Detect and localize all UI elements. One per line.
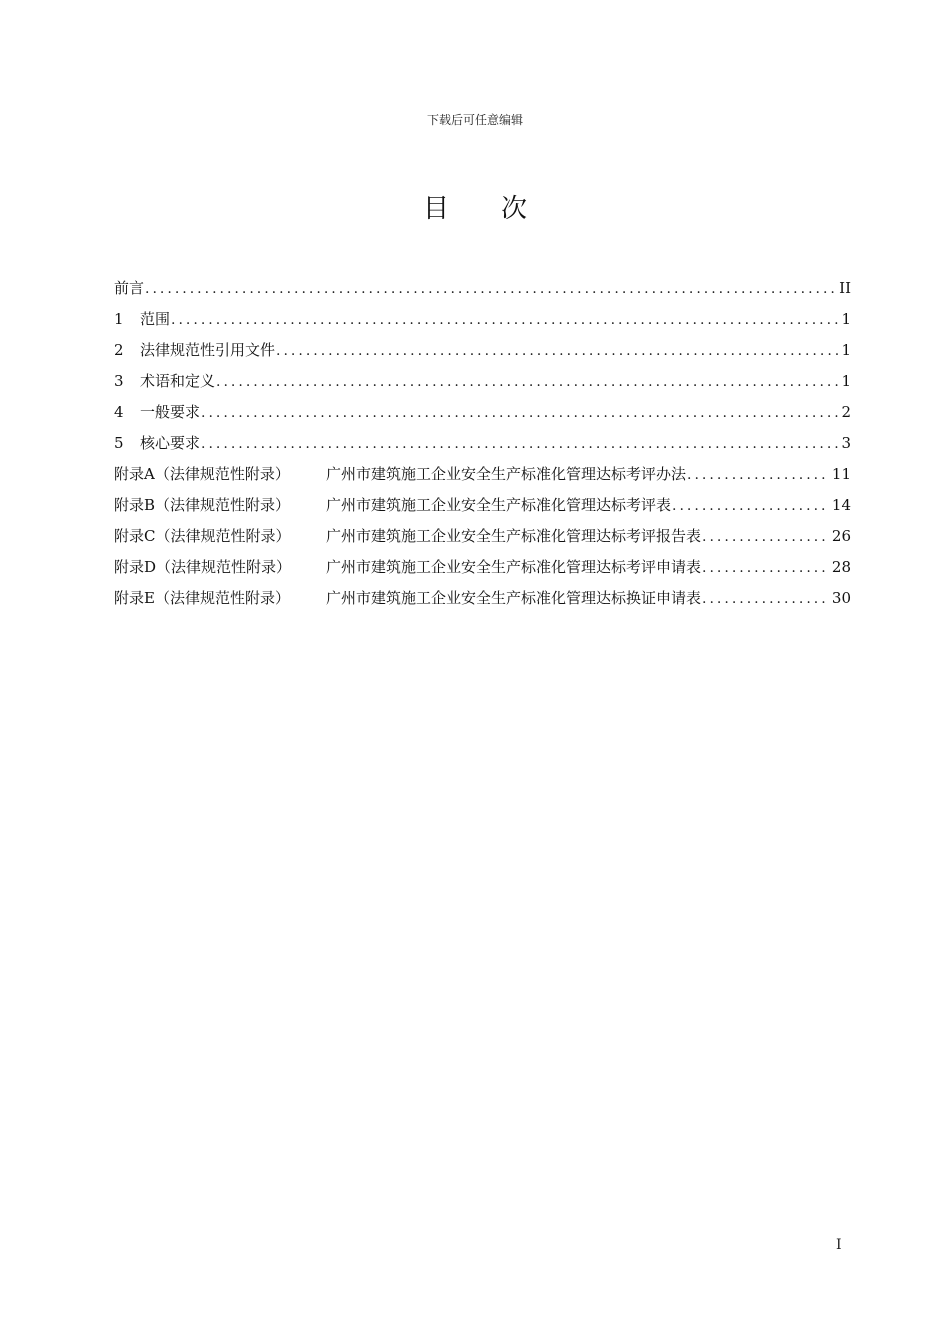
toc-entry-label: 范围 [140, 310, 171, 328]
toc-entry-page: 2 [841, 403, 851, 421]
toc-entry-label: 前言 [114, 279, 145, 297]
page-number: I [836, 1237, 842, 1253]
toc-entry-appendix: 附录D（法律规范性附录） [114, 558, 292, 576]
toc-entry[interactable] [114, 277, 851, 308]
toc-entry[interactable] [114, 525, 851, 556]
toc-entry-label: 广州市建筑施工企业安全生产标准化管理达标考评报告表 [326, 527, 702, 545]
toc-leader-dots [145, 278, 836, 300]
toc-entry[interactable] [114, 463, 851, 494]
toc-entry[interactable] [114, 432, 851, 463]
toc-entry-label: 广州市建筑施工企业安全生产标准化管理达标换证申请表 [326, 589, 702, 607]
toc-entry-label: 术语和定义 [140, 372, 216, 390]
toc-entry-appendix: 附录B（法律规范性附录） [114, 496, 291, 514]
toc-entry[interactable] [114, 494, 851, 525]
toc-leader-dots [276, 340, 838, 362]
toc-entry[interactable] [114, 401, 851, 432]
toc-title-part2: 次 [501, 194, 528, 224]
toc-entry-label: 法律规范性引用文件 [140, 341, 276, 359]
toc-entry-page: 1 [841, 372, 851, 390]
toc-entry-page: 11 [831, 465, 851, 483]
toc-entry-page: 14 [831, 496, 851, 514]
toc-title [0, 188, 950, 225]
toc-leader-dots [201, 433, 838, 455]
toc-leader-dots [702, 526, 829, 548]
toc-entry-label: 广州市建筑施工企业安全生产标准化管理达标考评表 [326, 496, 672, 514]
table-of-contents [114, 277, 851, 618]
toc-entry-number: 3 [114, 372, 124, 390]
toc-entry-label: 一般要求 [140, 403, 201, 421]
toc-leader-dots [687, 464, 829, 486]
toc-entry-page: 3 [841, 434, 851, 452]
toc-entry-number: 2 [114, 341, 124, 359]
toc-entry-number: 4 [114, 403, 124, 421]
toc-entry-page: II [839, 279, 851, 297]
toc-entry-number: 1 [114, 310, 124, 328]
toc-title-part1: 目 [422, 194, 449, 224]
toc-entry[interactable] [114, 556, 851, 587]
toc-leader-dots [171, 309, 838, 331]
toc-entry[interactable] [114, 370, 851, 401]
toc-entry-page: 28 [831, 558, 851, 576]
toc-entry-appendix: 附录C（法律规范性附录） [114, 527, 291, 545]
toc-entry-label: 核心要求 [140, 434, 201, 452]
toc-entry-page: 26 [831, 527, 851, 545]
toc-leader-dots [672, 495, 829, 517]
toc-entry-page: 1 [841, 310, 851, 328]
toc-entry-label: 广州市建筑施工企业安全生产标准化管理达标考评申请表 [326, 558, 702, 576]
toc-entry-label: 广州市建筑施工企业安全生产标准化管理达标考评办法 [326, 465, 687, 483]
toc-leader-dots [702, 588, 829, 610]
toc-entry[interactable] [114, 587, 851, 618]
toc-entry-appendix: 附录E（法律规范性附录） [114, 589, 290, 607]
toc-entry-page: 1 [841, 341, 851, 359]
toc-leader-dots [702, 557, 829, 579]
toc-entry-appendix: 附录A（法律规范性附录） [114, 465, 290, 483]
toc-entry[interactable] [114, 339, 851, 370]
toc-entry-page: 30 [831, 589, 851, 607]
toc-entry[interactable] [114, 308, 851, 339]
toc-leader-dots [216, 371, 838, 393]
toc-leader-dots [201, 402, 838, 424]
header-note: 下载后可任意编辑 [426, 113, 523, 127]
toc-entry-number: 5 [114, 434, 124, 452]
